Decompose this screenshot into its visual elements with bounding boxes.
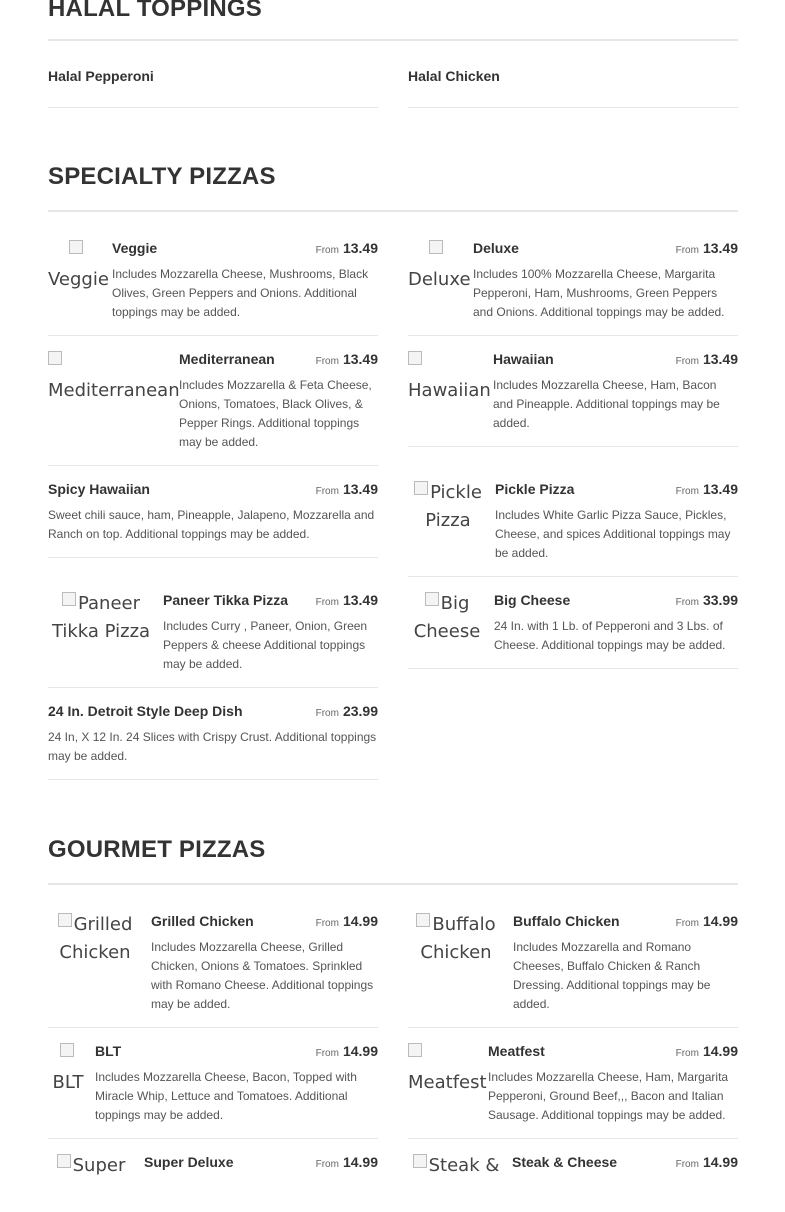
menu-item-detroit-deep-dish[interactable] [48,701,378,780]
item-image: Deluxe [408,238,466,294]
menu-item-deluxe[interactable] [408,238,738,336]
menu-item-grilled-chicken[interactable] [48,911,378,1028]
section-title: SPECIALTY PIZZAS [48,163,276,190]
item-name: Meatfest [488,1043,545,1059]
item-price: From 13.49 [315,240,378,256]
specialty-pizzas-section [48,160,738,790]
item-price: From 14.99 [315,1154,378,1170]
menu-item-super-deluxe[interactable] [48,1152,378,1212]
section-divider [48,883,738,885]
item-price: From 14.99 [315,913,378,929]
item-description: 24 In. with 1 Lb. of Pepperoni and 3 Lbs. of Cheese. Additional toppings may be added. [494,619,726,652]
menu-item-big-cheese[interactable] [408,590,738,669]
item-price: From 14.99 [675,913,738,929]
item-image: Mediterranean [48,349,176,405]
item-description: Includes Mozzarella Cheese, Grilled Chicken, Onions & Tomatoes. Sprinkled with Romano Cheese. Additional toppings may be added. [151,940,374,1011]
item-image: Hawaiian [408,349,488,405]
item-name: Deluxe [473,240,519,256]
item-name: Big Cheese [494,592,571,608]
item-image: Buffalo Chicken [408,911,504,967]
item-name: Steak & Cheese [512,1154,618,1170]
item-price: From 14.99 [675,1154,738,1170]
item-price: From 13.49 [675,481,738,497]
item-price: From 13.49 [315,592,378,608]
section-divider [48,210,738,212]
item-name: Veggie [112,240,158,256]
item-description: Includes Mozzarella Cheese, Bacon, Topped with Miracle Whip, Lettuce and Tomatoes. Additional toppings may be added. [95,1070,357,1122]
menu-item-buffalo-chicken[interactable] [408,911,738,1028]
item-image: BLT [48,1041,88,1097]
item-image: Veggie [48,238,106,294]
item-image: Meatfest [408,1041,482,1097]
item-price: From 33.99 [675,592,738,608]
item-description: Includes White Garlic Pizza Sauce, Pickles, Cheese, and spices Additional toppings may be added. [495,508,731,560]
halal-toppings-section [48,0,738,110]
item-description: 24 In, X 12 In. 24 Slices with Crispy Crust. Additional toppings may be added. [48,730,377,763]
item-image: Grilled Chicken [59,914,133,963]
topping-item-halal-pepperoni[interactable] [48,40,378,108]
item-price: From 13.49 [675,240,738,256]
item-image: Paneer Tikka Pizza [51,593,151,642]
section-title: HALAL TOPPINGS [48,0,262,22]
menu-item-meatfest[interactable] [408,1041,738,1139]
item-name: BLT [95,1043,122,1059]
item-image: Pickle Pizza [408,479,488,535]
item-price: From 13.49 [675,351,738,367]
item-name: Super Deluxe [144,1154,234,1170]
item-description: Includes Mozzarella Cheese, Mushrooms, Black Olives, Green Peppers and Onions. Additional toppings may be added. [112,267,369,319]
menu-item-veggie[interactable] [48,238,378,336]
topping-label: Halal Chicken [408,68,500,84]
item-image: Super [48,1152,134,1180]
item-image: Steak & [408,1152,504,1180]
gourmet-pizzas-section [48,833,738,1176]
item-price: From 13.49 [315,351,378,367]
item-price: From 23.99 [315,703,378,719]
item-price: From 14.99 [315,1043,378,1059]
item-image: Big Cheese [413,593,481,642]
menu-item-hawaiian[interactable] [408,349,738,447]
menu-item-mediterranean[interactable] [48,349,378,466]
menu-item-spicy-hawaiian[interactable] [48,479,378,558]
topping-label: Halal Pepperoni [48,68,154,84]
item-description: Includes Mozzarella Cheese, Ham, Bacon and Pineapple. Additional toppings may be added. [493,378,720,430]
item-description: Includes 100% Mozzarella Cheese, Margarita Pepperoni, Ham, Mushrooms, Green Peppers and Onions. Additional toppings may be added. [473,267,725,319]
item-description: Includes Mozzarella and Romano Cheeses, Buffalo Chicken & Ranch Dressing. Additional toppings may be added. [513,940,711,1011]
section-title: GOURMET PIZZAS [48,836,266,863]
menu-item-blt[interactable] [48,1041,378,1139]
item-name: Hawaiian [493,351,554,367]
menu-item-pickle-pizza[interactable] [408,479,738,577]
menu-item-paneer-tikka-pizza[interactable] [48,590,378,688]
item-name: Pickle Pizza [495,481,575,497]
item-name: Spicy Hawaiian [48,481,150,497]
item-name: Mediterranean [179,351,275,367]
item-name: 24 In. Detroit Style Deep Dish [48,703,243,719]
item-description: Includes Curry , Paneer, Onion, Green Peppers & cheese Additional toppings may be added. [163,619,368,671]
item-name: Paneer Tikka Pizza [163,592,289,608]
item-price: From 13.49 [315,481,378,497]
topping-item-halal-chicken[interactable] [408,40,738,108]
item-name: Buffalo Chicken [513,913,620,929]
menu-item-steak-cheese[interactable] [408,1152,738,1212]
item-description: Includes Mozzarella & Feta Cheese, Onions, Tomatoes, Black Olives, & Pepper Rings. Additional toppings may be added. [179,378,372,449]
item-name: Grilled Chicken [151,913,254,929]
item-price: From 14.99 [675,1043,738,1059]
item-description: Sweet chili sauce, ham, Pineapple, Jalapeno, Mozzarella and Ranch on top. Additional toppings may be added. [48,508,375,541]
item-description: Includes Mozzarella Cheese, Ham, Margarita Pepperoni, Ground Beef,,, Bacon and Italian Sausage. Additional toppings may be added. [488,1070,729,1122]
